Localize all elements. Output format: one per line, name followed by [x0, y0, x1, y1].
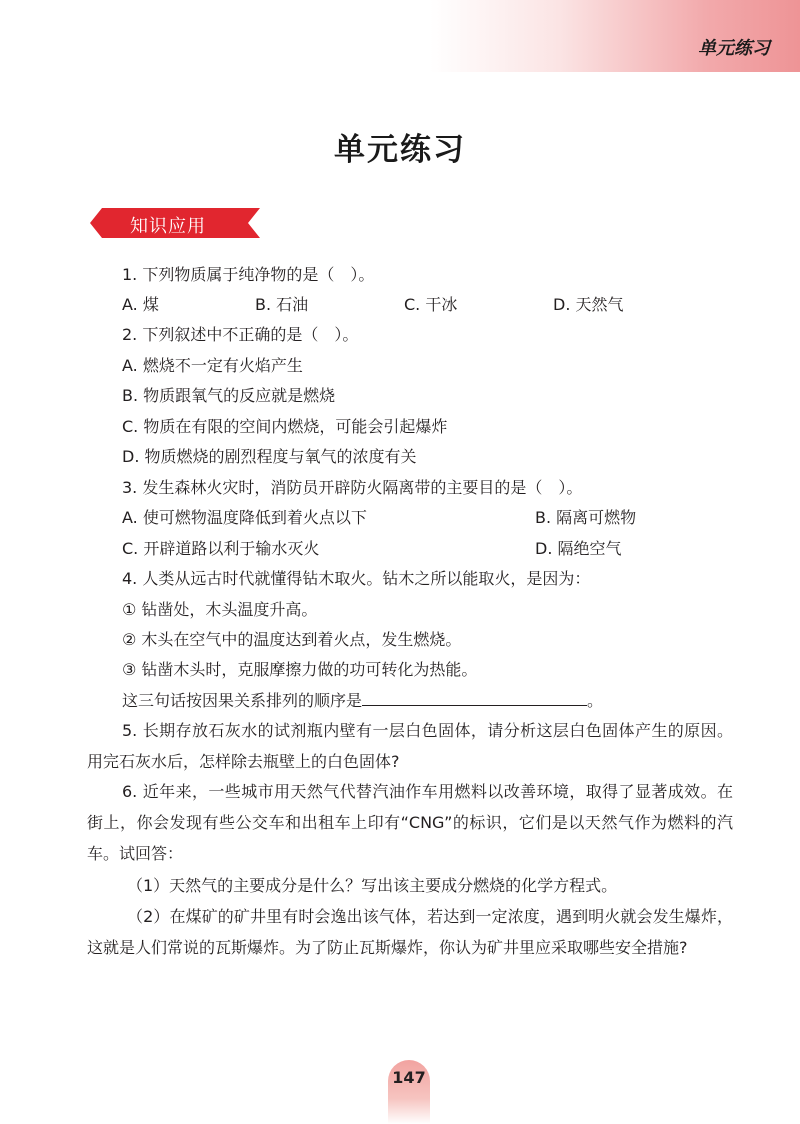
question-4-item-1: ① 钻凿处，木头温度升高。: [122, 600, 318, 619]
question-1-stem: 1. 下列物质属于纯净物的是（ ）。: [122, 265, 375, 284]
question-3-option-c: C. 开辟道路以利于输水灭火: [122, 539, 320, 558]
question-2-option-d: D. 物质燃烧的剧烈程度与氧气的浓度有关: [122, 447, 417, 466]
question-4-item-2: ② 木头在空气中的温度达到着火点，发生燃烧。: [122, 630, 462, 649]
question-3-option-d: D. 隔绝空气: [535, 539, 622, 558]
question-6-sub-1: （1）天然气的主要成分是什么？写出该主要成分燃烧的化学方程式。: [127, 876, 618, 895]
question-1-option-b: B. 石油: [255, 295, 309, 314]
question-6-sub-2: （2）在煤矿的矿井里有时会逸出该气体，若达到一定浓度，遇到明火就会发生爆炸，这就是人们常说的瓦斯爆炸。为了防止瓦斯爆炸，你认为矿井里应采取哪些安全措施?: [87, 907, 733, 957]
question-2-option-b: B. 物质跟氧气的反应就是燃烧: [122, 386, 336, 405]
question-2-stem: 2. 下列叙述中不正确的是（ ）。: [122, 325, 359, 344]
question-1-option-d: D. 天然气: [553, 295, 624, 314]
question-2-option-a: A. 燃烧不一定有火焰产生: [122, 356, 303, 375]
question-1-option-a: A. 煤: [122, 295, 159, 314]
running-title: 单元练习: [698, 38, 770, 59]
section-label: 知识应用: [130, 216, 206, 237]
question-3-stem: 3. 发生森林火灾时，消防员开辟防火隔离带的主要目的是（ ）。: [122, 478, 583, 497]
page-title: 单元练习: [334, 132, 466, 168]
page-number: 147: [392, 1068, 426, 1087]
question-1-option-c: C. 干冰: [404, 295, 458, 314]
question-4-answer-prompt: 这三句话按因果关系排列的顺序是: [122, 691, 363, 710]
question-3-option-a: A. 使可燃物温度降低到着火点以下: [122, 508, 367, 527]
answer-blank[interactable]: [362, 689, 587, 706]
question-4-stem: 4. 人类从远古时代就懂得钻木取火。钻木之所以能取火，是因为：: [122, 569, 591, 588]
question-4-answer-line: [122, 689, 603, 713]
question-2-option-c: C. 物质在有限的空间内燃烧，可能会引起爆炸: [122, 417, 448, 436]
question-4-answer-end: 。: [587, 691, 604, 710]
question-3-option-b: B. 隔离可燃物: [535, 508, 637, 527]
question-5: 5. 长期存放石灰水的试剂瓶内壁有一层白色固体，请分析这层白色固体产生的原因。用完石灰水后，怎样除去瓶壁上的白色固体?: [87, 721, 733, 771]
question-4-item-3: ③ 钻凿木头时，克服摩擦力做的功可转化为热能。: [122, 660, 478, 679]
question-6-intro: 6. 近年来，一些城市用天然气代替汽油作车用燃料以改善环境，取得了显著成效。在街上，你会发现有些公交车和出租车上印有“CNG”的标识，它们是以天然气作为燃料的汽车。试回答：: [87, 782, 733, 863]
